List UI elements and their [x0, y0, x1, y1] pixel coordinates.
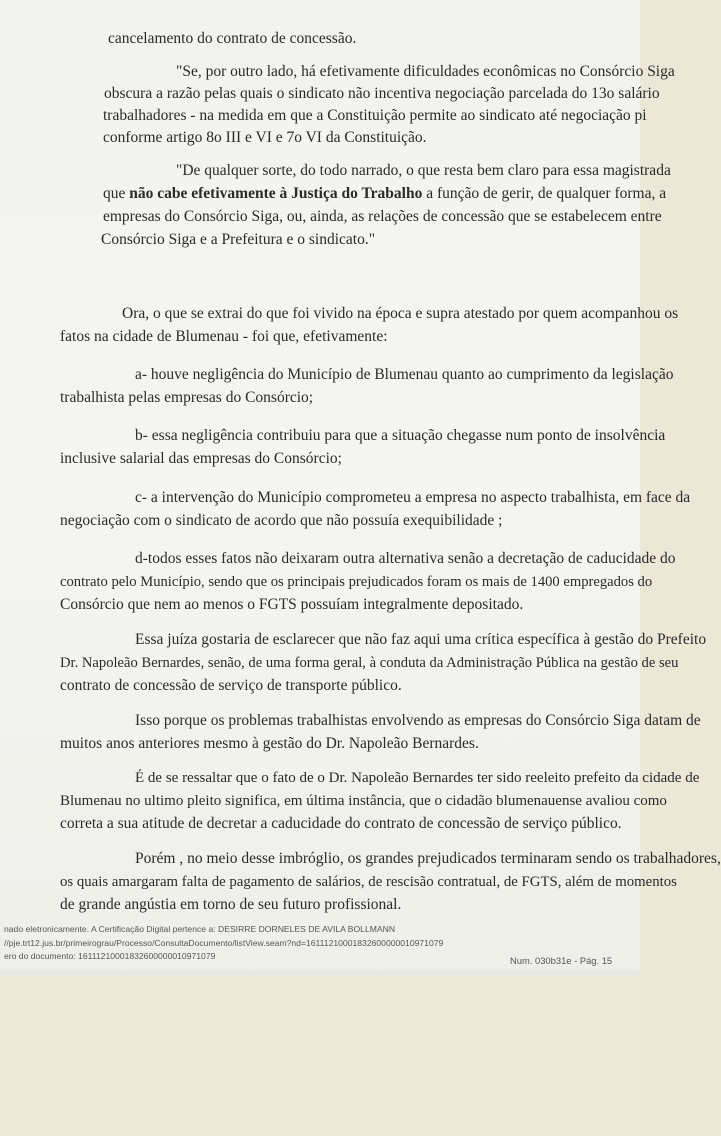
text-line: Essa juíza gostaria de esclarecer que não faz aqui uma crítica específica à gestão do Prefeito: [135, 631, 707, 648]
text-line: conforme artigo 8o III e VI e 7o VI da Constituição.: [103, 129, 427, 146]
text-line-emphasis: [103, 185, 666, 203]
text-line: empresas do Consórcio Siga, ou, ainda, as relações de concessão que se estabelecem entre: [103, 208, 662, 225]
bold-span: não cabe efetivamente à Justiça do Trabalho: [129, 185, 423, 202]
text-line: trabalhadores - na medida em que a Constituição permite ao sindicato até negociação pi: [103, 107, 647, 124]
text-line: Dr. Napoleão Bernardes, senão, de uma forma geral, à conduta da Administração Pública na gestão de seu: [60, 655, 679, 671]
footer-url: //pje.trt12.jus.br/primeirograu/Processo/ConsultaDocumento/listView.seam?nd=16111210001832600000010971079: [4, 938, 444, 948]
text-line: Ora, o que se extrai do que foi vivido na época e supra atestado por quem acompanhou os: [122, 305, 679, 322]
text-line: inclusive salarial das empresas do Consórcio;: [60, 450, 342, 467]
footer-page-ref: Num. 030b31e - Pág. 15: [510, 955, 613, 966]
text-line: Porém , no meio desse imbróglio, os grandes prejudicados terminaram sendo os trabalhadores,: [135, 850, 721, 867]
text-line: Consórcio que nem ao menos o FGTS possuíam integralmente depositado.: [60, 596, 524, 613]
text-line: Consórcio Siga e a Prefeitura e o sindicato.": [101, 231, 376, 248]
text-span: que: [103, 185, 130, 202]
text-line: "De qualquer sorte, do todo narrado, o que resta bem claro para essa magistrada: [176, 162, 671, 179]
text-line: Blumenau no ultimo pleito significa, em última instância, que o cidadão blumenauense avaliou como: [60, 793, 667, 809]
text-line: obscura a razão pelas quais o sindicato não incentiva negociação parcelada do 13o salário: [104, 85, 660, 102]
text-line: correta a sua atitude de decretar a caducidade do contrato de concessão de serviço público.: [60, 815, 622, 832]
text-line: Isso porque os problemas trabalhistas envolvendo as empresas do Consórcio Siga datam de: [135, 712, 701, 729]
text-line: fatos na cidade de Blumenau - foi que, efetivamente:: [60, 328, 388, 345]
text-line: cancelamento do contrato de concessão.: [108, 30, 357, 47]
text-line: contrato pelo Município, sendo que os principais prejudicados foram os mais de 1400 empregados do: [60, 574, 653, 590]
table-surface: [0, 975, 640, 1136]
text-span: a função de gerir, de qualquer forma, a: [422, 185, 667, 202]
text-line: É de se ressaltar que o fato de o Dr. Napoleão Bernardes ter sido reeleito prefeito da cidade de: [135, 770, 700, 786]
text-line: os quais amargaram falta de pagamento de salários, de rescisão contratual, de FGTS, além de momentos: [60, 874, 677, 890]
footer-doc-number: ero do documento: 16111210001832600000010971079: [4, 951, 216, 961]
text-line: muitos anos anteriores mesmo à gestão do Dr. Napoleão Bernardes.: [60, 735, 479, 752]
text-line: a- houve negligência do Município de Blumenau quanto ao cumprimento da legislação: [135, 366, 674, 383]
footer-signature: nado eletronicamente. A Certificação Digital pertence a: DESIRRE DORNELES DE AVILA BOLLMANN: [4, 924, 396, 934]
text-line: negociação com o sindicato de acordo que não possuía exequibilidade ;: [60, 512, 503, 529]
text-line: b- essa negligência contribuiu para que a situação chegasse num ponto de insolvência: [135, 427, 666, 444]
text-line: d-todos esses fatos não deixaram outra alternativa senão a decretação de caducidade do: [135, 550, 676, 567]
text-line: de grande angústia em torno de seu futuro profissional.: [60, 896, 402, 913]
text-line: trabalhista pelas empresas do Consórcio;: [60, 389, 314, 406]
text-line: "Se, por outro lado, há efetivamente dificuldades econômicas no Consórcio Siga: [176, 63, 675, 80]
text-line: contrato de concessão de serviço de transporte público.: [60, 677, 402, 694]
text-line: c- a intervenção do Município comprometeu a empresa no aspecto trabalhista, em face da: [135, 489, 691, 506]
